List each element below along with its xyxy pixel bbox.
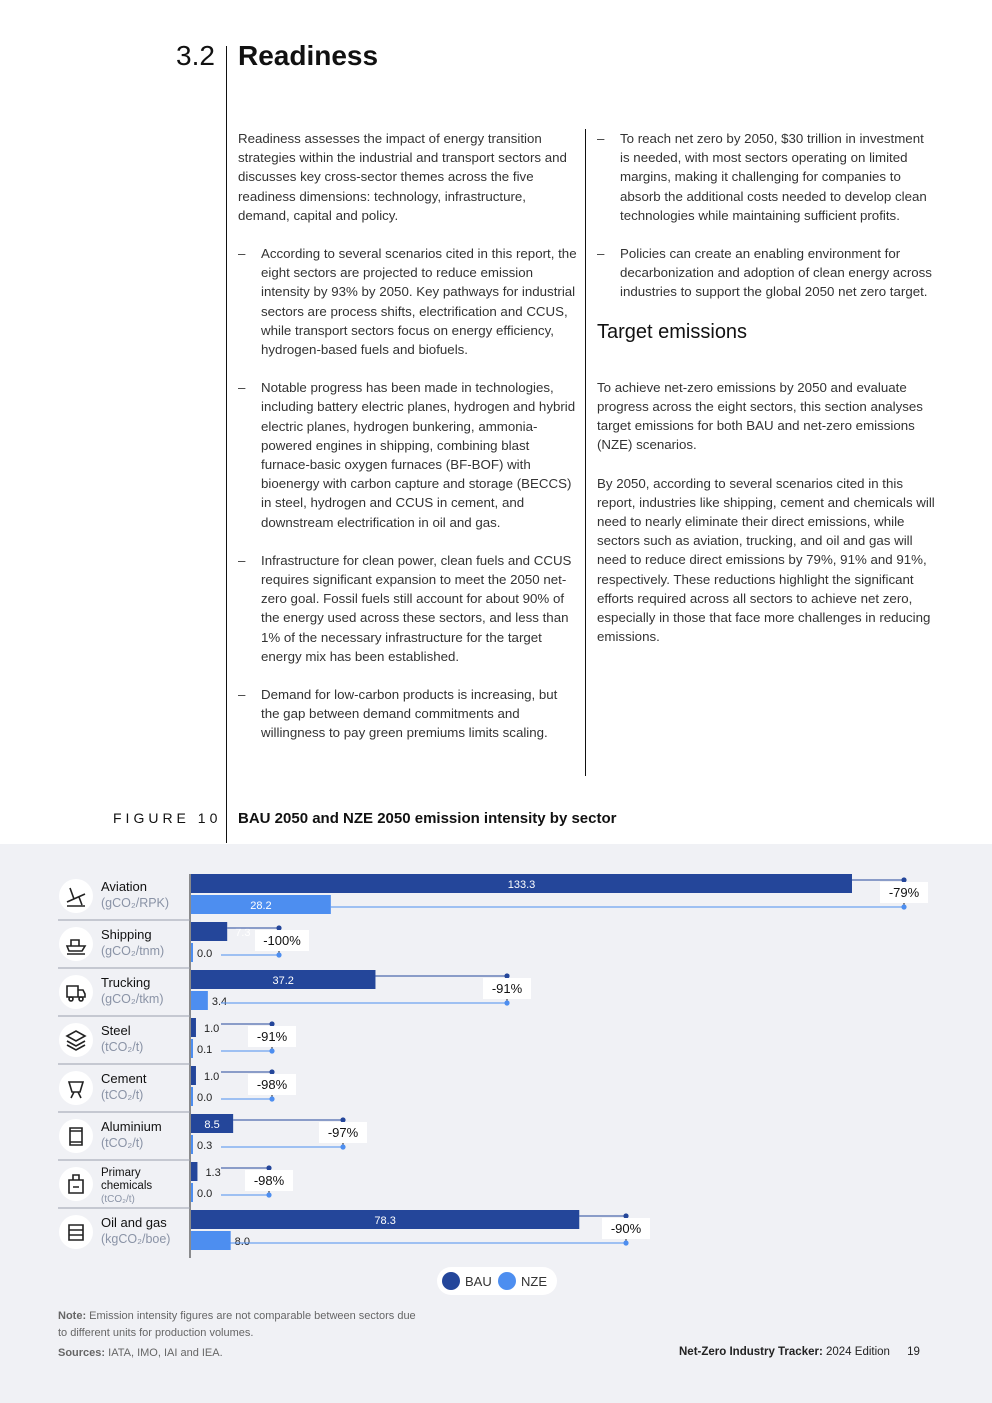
icon-badge <box>59 1215 93 1249</box>
sector-label: Steel <box>101 1023 131 1038</box>
bau-marker <box>340 1117 345 1122</box>
bau-bar <box>191 1018 196 1037</box>
chart-sources <box>58 1345 223 1362</box>
paragraph: To achieve net-zero emissions by 2050 and evaluate progress across the eight sectors, this section analyses target emissions for both BAU and net-zero emissions (NZE) scenarios. <box>597 379 923 453</box>
sector-label: Cement <box>101 1071 147 1086</box>
legend-nze-label: NZE <box>521 1274 547 1289</box>
page-number: 19 <box>907 1346 920 1358</box>
sector-unit: (tCO₂/t) <box>101 1088 144 1102</box>
nze-bar <box>191 943 193 962</box>
nze-bar <box>191 1135 193 1154</box>
bau-marker <box>269 1069 274 1074</box>
bau-marker <box>269 1021 274 1026</box>
sector-label: Primary <box>101 1167 141 1179</box>
emission-intensity-chart <box>0 844 992 1304</box>
bau-value-label: 7.3 <box>235 927 251 939</box>
sector-unit: (tCO₂/t) <box>101 1194 135 1205</box>
sector-unit: (gCO₂/tnm) <box>101 944 165 958</box>
bau-value-label: 1.3 <box>205 1167 221 1179</box>
bau-value-label: 1.0 <box>203 1071 220 1083</box>
nze-marker <box>504 1000 509 1005</box>
nze-value-label: 0.0 <box>197 948 213 960</box>
bau-bar <box>191 1066 196 1085</box>
bau-value-label: 1.0 <box>203 1023 220 1035</box>
nze-bar <box>191 1183 193 1202</box>
sector-label: Aluminium <box>101 1119 162 1134</box>
left-column <box>238 129 578 762</box>
icon-badge <box>59 1167 93 1201</box>
sector-label: Trucking <box>101 975 151 990</box>
nze-bar <box>191 1039 193 1058</box>
nze-marker <box>276 952 281 957</box>
bullet-item: – Notable progress has been made in technologies, including battery electric planes, hydrogen and hybrid electric planes, hydrogen bunkering, ammonia-powered engines in shipping, combining blast furnace-basic oxygen furnaces (BF-BOF) with bioenergy with carbon capture and storage (BECCS) in steel, hydrogen and CCUS in cement, and downstream electrification in oil and gas. <box>238 380 576 530</box>
figure-label: FIGURE 10 <box>113 810 222 826</box>
bullet-item: – Policies can create an enabling environment for decarbonization and adoption of clean energy across industries to support the global 2050 net zero target. <box>597 246 932 300</box>
legend-bau-label: BAU <box>465 1274 492 1289</box>
change-label: -98% <box>253 1173 285 1188</box>
sector-label: Shipping <box>101 927 152 942</box>
chart-note <box>58 1308 418 1342</box>
change-label: -91% <box>256 1029 288 1044</box>
nze-bar <box>191 1087 193 1106</box>
section-number: 3.2 <box>176 40 215 71</box>
note-label: Note: <box>58 1310 87 1322</box>
nze-marker <box>266 1192 271 1197</box>
nze-value-label: 0.3 <box>197 1140 213 1152</box>
icon-badge <box>59 1071 93 1105</box>
column-divider <box>585 129 586 776</box>
sector-unit: (gCO₂/RPK) <box>101 896 170 910</box>
bullet-item: – Infrastructure for clean power, clean fuels and CCUS requires significant expansion to meet the 2050 net-zero goal. Fossil fuels still account for about 90% of the energy used across these sectors, and less than 1% of the necessary infrastructure for the target energy mix has been established. <box>238 552 572 664</box>
bau-marker <box>276 925 281 930</box>
bau-bar <box>191 1162 197 1181</box>
change-label: -90% <box>610 1221 642 1236</box>
nze-value-label: 8.0 <box>234 1236 250 1248</box>
bau-value-label: 8.5 <box>204 1119 220 1131</box>
change-label: -91% <box>491 981 523 996</box>
nze-value-label: 0.0 <box>197 1092 213 1104</box>
bau-bar <box>191 922 227 941</box>
nze-value-label: 28.2 <box>250 900 272 912</box>
section-title: Readiness <box>238 40 379 71</box>
sector-unit: (kgCO₂/boe) <box>101 1232 171 1246</box>
sector-unit: (tCO₂/t) <box>101 1136 144 1150</box>
bau-marker <box>901 877 906 882</box>
sector-unit: (gCO₂/tkm) <box>101 992 164 1006</box>
figure-title: BAU 2050 and NZE 2050 emission intensity by sector <box>238 810 617 827</box>
bullet-item: – According to several scenarios cited in this report, the eight sectors are projected to reduce emission intensity by 93% by 2050. Key pathways for industrial sectors are process shifts, electrification and CCUS, while transport sectors focus on energy efficiency, hydrogen-based fuels and biofuels. <box>238 246 577 358</box>
note-text: Emission intensity figures are not comparable between sectors due to different units for production volumes. <box>58 1310 416 1339</box>
icon-badge <box>59 927 93 961</box>
right-column <box>597 129 935 665</box>
bau-marker <box>623 1213 628 1218</box>
change-label: -97% <box>327 1125 359 1140</box>
nze-marker <box>623 1240 628 1245</box>
section-divider <box>226 46 227 843</box>
paragraph: By 2050, according to several scenarios cited in this report, industries like shipping, cement and chemicals will need to nearly eliminate their direct emissions, while sectors such as aviation, trucking, and oil and gas will need to reduce direct emissions by 79%, 91% and 91%, respectively. These reductions highlight the significant efforts required across all sectors to achieve net zero, especially in those that face more challenges in reducing emissions. <box>597 475 935 645</box>
nze-value-label: 3.4 <box>211 996 228 1008</box>
nze-marker <box>269 1048 274 1053</box>
sources-text: IATA, IMO, IAI and IEA. <box>108 1347 223 1359</box>
legend-nze-swatch <box>498 1272 516 1290</box>
sector-unit: (tCO₂/t) <box>101 1040 144 1054</box>
icon-badge <box>59 879 93 913</box>
nze-marker <box>340 1144 345 1149</box>
sector-label: Oil and gas <box>101 1215 167 1230</box>
page-footer <box>679 1346 920 1358</box>
bau-value-label: 133.3 <box>507 879 536 891</box>
bullet-item: – Demand for low-carbon products is increasing, but the gap between demand commitments and willingness to pay green premiums limits scaling. <box>238 687 558 741</box>
bullet-item: – To reach net zero by 2050, $30 trillion in investment is needed, with most sectors operating on limited margins, making it challenging for companies to absorb the additional costs needed to develop clean technologies while maintaining sufficient profits. <box>597 131 927 223</box>
nze-marker <box>269 1096 274 1101</box>
nze-marker <box>901 904 906 909</box>
nze-bar <box>191 991 208 1010</box>
icon-badge <box>59 1023 93 1057</box>
change-label: -98% <box>256 1077 288 1092</box>
subheading: Target emissions <box>597 320 748 343</box>
bau-marker <box>504 973 509 978</box>
sources-label: Sources: <box>58 1347 106 1359</box>
nze-value-label: 0.1 <box>197 1044 213 1056</box>
legend-bau-swatch <box>442 1272 460 1290</box>
icon-badge <box>59 1119 93 1153</box>
intro-paragraph: Readiness assesses the impact of energy transition strategies within the industrial and transport sectors and discusses key cross-sector themes across the five readiness dimensions: technology, infrastructure, demand, capital and policy. <box>238 131 567 223</box>
change-label: -100% <box>263 933 301 948</box>
publication-name: Net-Zero Industry Tracker: <box>679 1346 823 1358</box>
bau-marker <box>266 1165 271 1170</box>
sector-label: Aviation <box>101 879 148 894</box>
icon-badge <box>59 975 93 1009</box>
change-label: -79% <box>888 885 920 900</box>
bau-value-label: 78.3 <box>374 1215 396 1227</box>
nze-bar <box>191 1231 231 1250</box>
nze-value-label: 0.0 <box>197 1188 213 1200</box>
sector-label: chemicals <box>101 1180 153 1192</box>
bau-value-label: 37.2 <box>272 975 294 987</box>
publication-edition: 2024 Edition <box>826 1346 890 1358</box>
